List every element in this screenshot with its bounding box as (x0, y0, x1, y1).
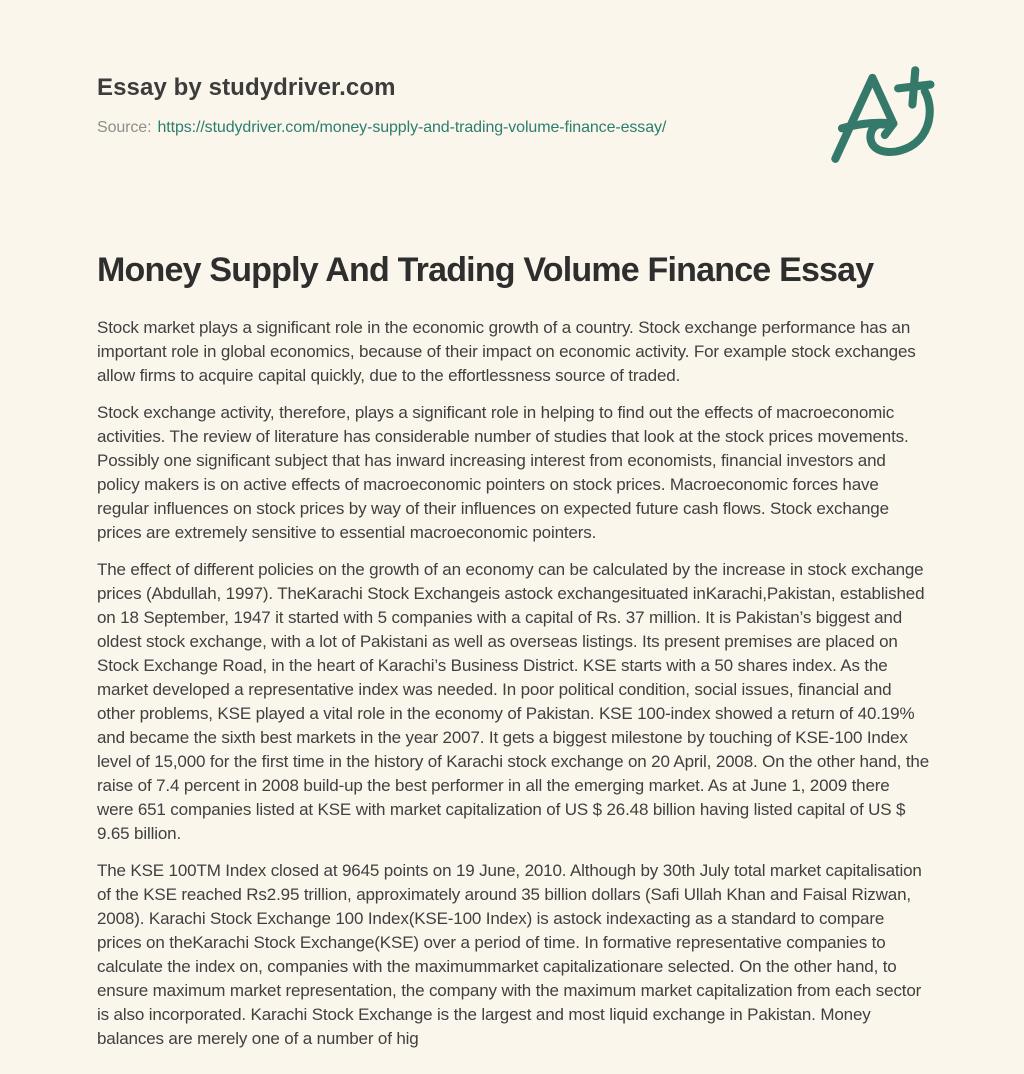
document-header (97, 74, 666, 137)
essay-paragraph-1: Stock market plays a significant role in the economic growth of a country. Stock exchange performance has an important role in global economics, because of their impact on economic activity. For example stock exchanges allow firms to acquire capital quickly, due to the effortlessness source of traded. (97, 318, 916, 385)
brand-title: Essay by studydriver.com (97, 74, 396, 101)
source-link[interactable]: https://studydriver.com/money-supply-and-trading-volume-finance-essay/ (157, 119, 667, 136)
essay-article (97, 248, 930, 1064)
essay-paragraph-2: Stock exchange activity, therefore, plays a significant role in helping to find out the effects of macroeconomic activities. The review of literature has considerable number of studies that look at the stock prices movements. Possibly one significant subject that has inward increasing interest from economists, financial investors and policy makers is on active effects of macroeconomic pointers on stock prices. Macroeconomic forces have regular influences on stock prices by way of their influences on expected future cash flows. Stock exchange prices are extremely sensitive to essential macroeconomic pointers. (97, 403, 909, 542)
studydriver-a-plus-logo-icon (822, 64, 940, 166)
essay-paragraph-3: The effect of different policies on the growth of an economy can be calculated by the increase in stock exchange prices (Abdullah, 1997). TheKarachi Stock Exchangeis astock exchangesituated inKarachi,Pakistan, established on 18 September, 1947 it started with 5 companies with a capital of Rs. 37 million. It is Pakistan’s biggest and oldest stock exchange, with a lot of Pakistani as well as overseas listings. Its present premises are placed on Stock Exchange Road, in the heart of Karachi’s Business District. KSE starts with a 50 shares index. As the market developed a representative index was needed. In poor political condition, social issues, financial and other problems, KSE played a vital role in the economy of Pakistan. KSE 100-index showed a return of 40.19% and became the sixth best markets in the year 2007. It gets a biggest milestone by touching of KSE-100 Index level of 15,000 for the first time in the history of Karachi stock exchange on 20 April, 2008. On the other hand, the raise of 7.4 percent in 2008 build-up the best performer in all the emerging market. As at June 1, 2009 there were 651 companies listed at KSE with market capitalization of US $ 26.48 billion having listed capital of US $ 9.65 billion. (97, 560, 930, 843)
source-line (97, 119, 666, 137)
essay-title: Money Supply And Trading Volume Finance Essay (97, 251, 874, 289)
essay-paragraph-4: The KSE 100TM Index closed at 9645 points on 19 June, 2010. Although by 30th July total market capitalisation of the KSE reached Rs2.95 trillion, approximately around 35 billion dollars (Safi Ullah Khan and Faisal Rizwan, 2008). Karachi Stock Exchange 100 Index(KSE-100 Index) is astock indexacting as a standard to compare prices on theKarachi Stock Exchange(KSE) over a period of time. In formative representative companies to calculate the index on, companies with the maximummarket capitalizationare selected. On the other hand, to ensure maximum market representation, the company with the maximum market capitalization from each sector is also incorporated. Karachi Stock Exchange is the largest and most liquid exchange in Pakistan. Money balances are merely one of a number of hig (97, 861, 922, 1048)
source-label: Source: (97, 119, 152, 136)
